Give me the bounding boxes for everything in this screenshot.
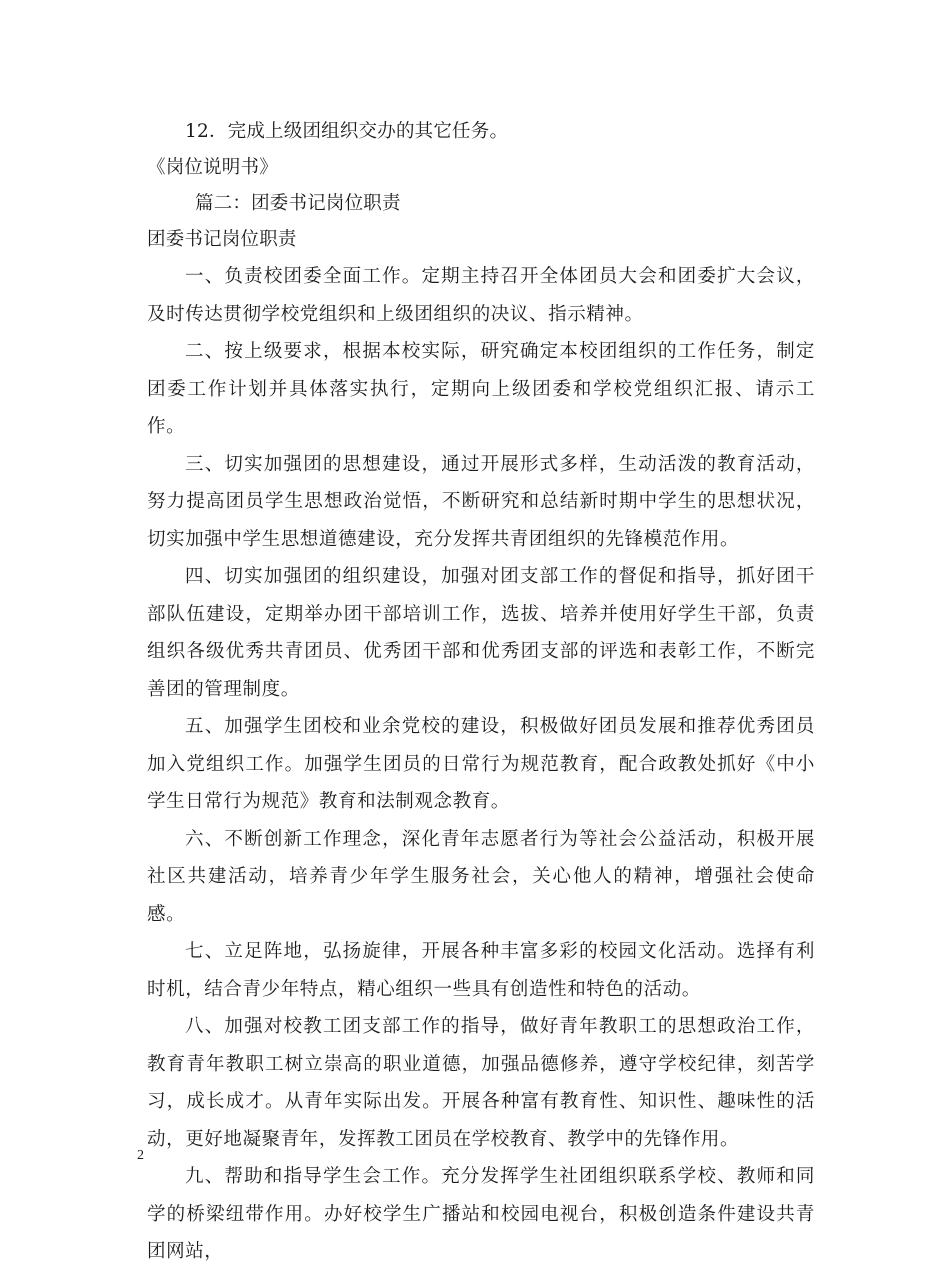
document-title: 《岗位说明书》 <box>147 157 278 178</box>
paragraph-3: 三、切实加强团的思想建设，通过开展形式多样，生动活泼的教育活动，努力提高团员学生思想政治觉悟，不断研究和总结新时期中学生的思想状况，切实加强中学生思想道德建设，充分发挥共青团组织的先锋模范作用。 <box>147 453 815 550</box>
paragraph-1: 一、负责校团委全面工作。定期主持召开全体团员大会和团委扩大会议，及时传达贯彻学校党组织和上级团组织的决议、指示精神。 <box>147 266 815 325</box>
paragraph-7: 七、立足阵地，弘扬旋律，开展各种丰富多彩的校园文化活动。选择有利时机，结合青少年特点，精心组织一些具有创造性和特色的活动。 <box>147 941 815 1000</box>
document-body <box>147 114 815 1271</box>
paragraph-8: 八、加强对校教工团支部工作的指导，做好青年教职工的思想政治工作，教育青年教职工树立崇高的职业道德，加强品德修养，遵守学校纪律，刻苦学习，成长成才。从青年实际出发。开展各种富有教育性、知识性、趣味性的活动，更好地凝聚青年，发挥教工团员在学校教育、教学中的先锋作用。 <box>147 1016 815 1150</box>
page-number: 2 <box>137 1148 144 1163</box>
paragraph-5: 五、加强学生团校和业余党校的建设，积极做好团员发展和推荐优秀团员加入党组织工作。加强学生团员的日常行为规范教育，配合政教处抓好《中小学生日常行为规范》教育和法制观念教育。 <box>147 716 815 812</box>
paragraph-9: 九、帮助和指导学生会工作。充分发挥学生社团组织联系学校、教师和同学的桥梁纽带作用。办好校学生广播站和校园电视台，积极创造条件建设共青团网站， <box>147 1166 815 1262</box>
section-heading: 篇二：团委书记岗位职责 <box>195 193 401 214</box>
paragraph-6: 六、不断创新工作理念，深化青年志愿者行为等社会公益活动，积极开展社区共建活动，培养青少年学生服务社会，关心他人的精神，增强社会使命感。 <box>147 828 815 925</box>
list-item-12: 12．完成上级团组织交办的其它任务。 <box>185 121 509 142</box>
paragraph-2: 二、按上级要求，根据本校实际，研究确定本校团组织的工作任务，制定团委工作计划并具体落实执行，定期向上级团委和学校党组织汇报、请示工作。 <box>147 341 815 437</box>
section-title: 团委书记岗位职责 <box>147 229 297 250</box>
paragraph-4: 四、切实加强团的组织建设，加强对团支部工作的督促和指导，抓好团干部队伍建设，定期举办团干部培训工作，选拔、培养并使用好学生干部，负责组织各级优秀共青团员、优秀团干部和优秀团支部的评选和表彰工作，不断完善团的管理制度。 <box>147 566 815 700</box>
